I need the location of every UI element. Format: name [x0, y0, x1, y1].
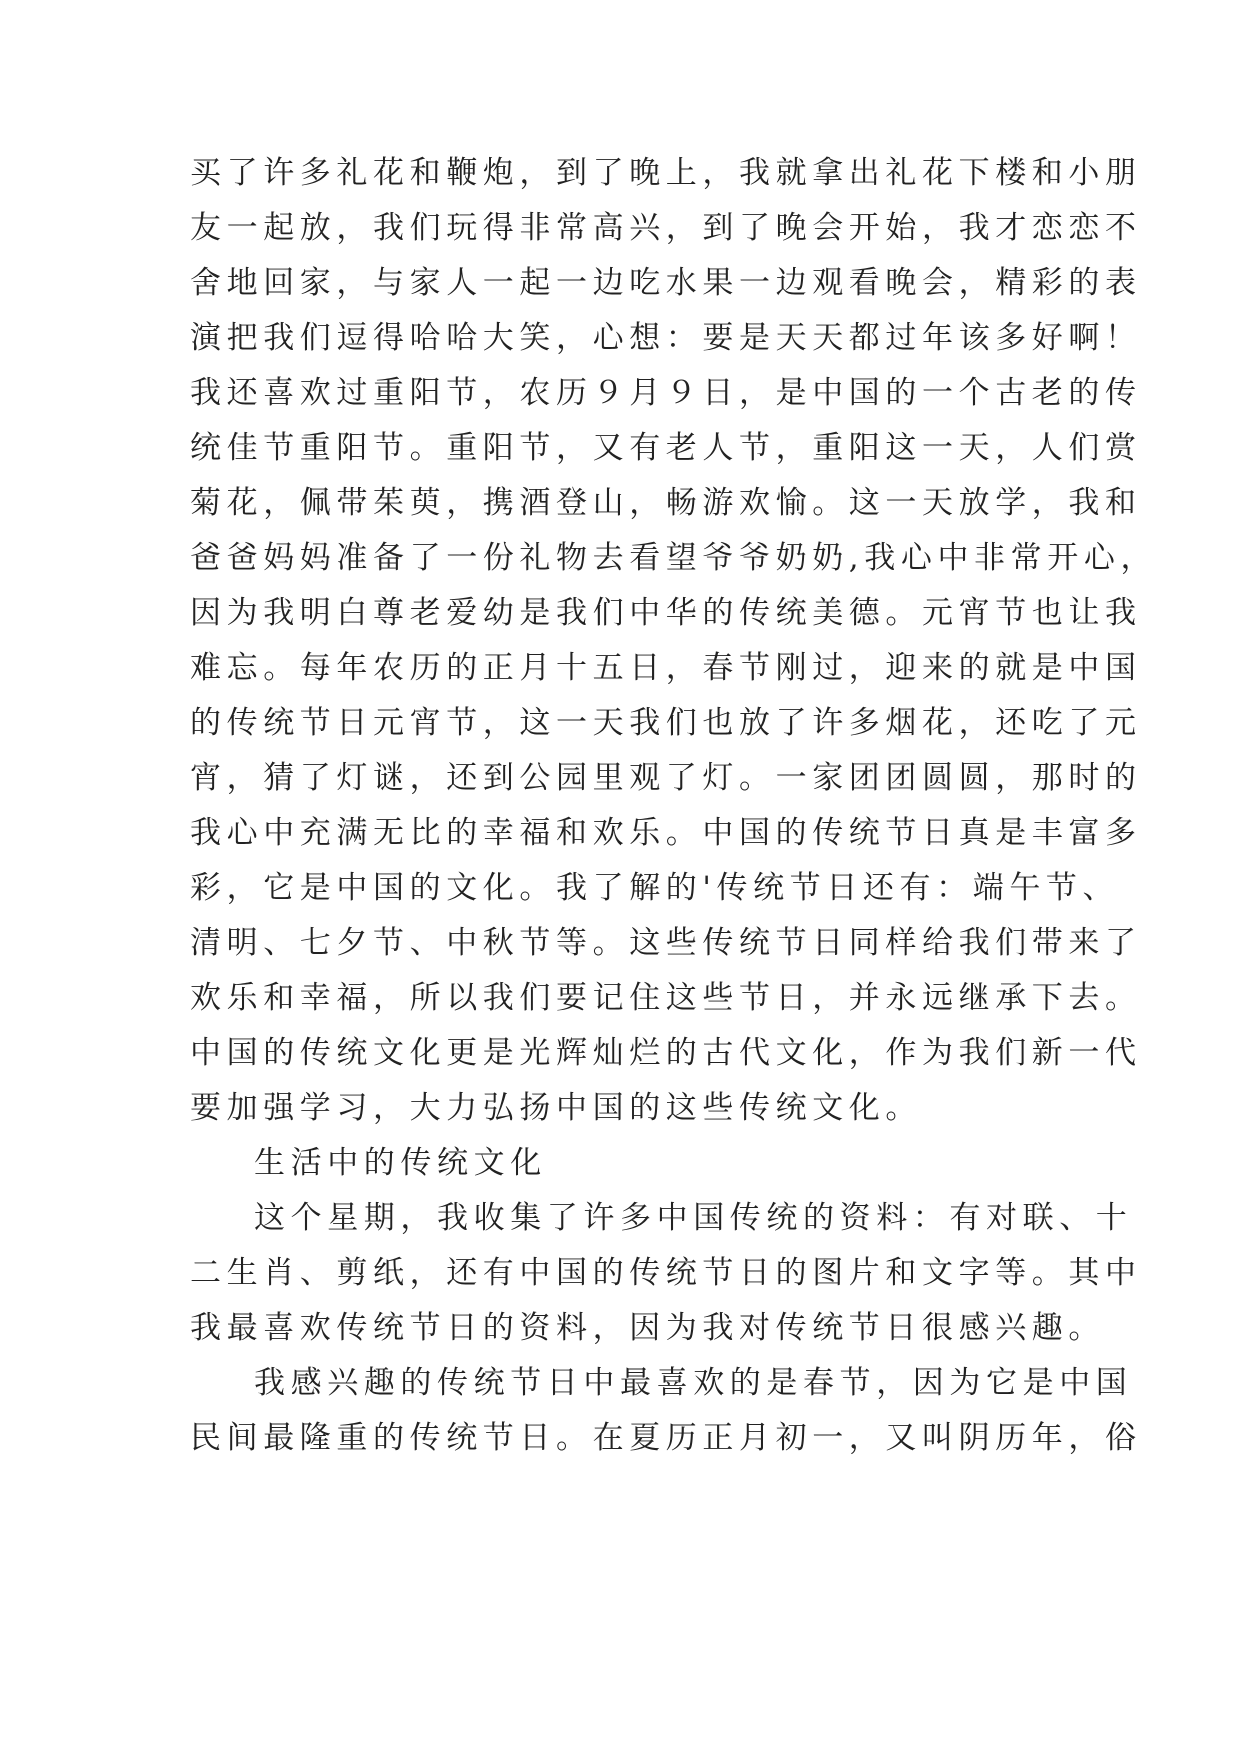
text-line: 爸爸妈妈准备了一份礼物去看望爷爷奶奶,我心中非常开心， [190, 540, 1158, 576]
text-line: 宵，猜了灯谜，还到公园里观了灯。一家团团圆圆，那时的 [190, 760, 1142, 796]
text-line: 统佳节重阳节。重阳节，又有老人节，重阳这一天，人们赏 [190, 430, 1142, 466]
text-line: 的传统节日元宵节，这一天我们也放了许多烟花，还吃了元 [190, 705, 1142, 741]
paragraph-first-line: 这个星期，我收集了许多中国传统的资料：有对联、十 [254, 1200, 1133, 1236]
text-line: 因为我明白尊老爱幼是我们中华的传统美德。元宵节也让我 [190, 595, 1142, 631]
text-line: 民间最隆重的传统节日。在夏历正月初一，又叫阴历年，俗 [190, 1420, 1142, 1456]
paragraph-first-line: 我感兴趣的传统节日中最喜欢的是春节，因为它是中国 [254, 1365, 1133, 1401]
text-line: 演把我们逗得哈哈大笑，心想：要是天天都过年该多好啊！ [190, 320, 1142, 356]
text-line: 舍地回家，与家人一起一边吃水果一边观看晚会，精彩的表 [190, 265, 1142, 301]
text-line: 清明、七夕节、中秋节等。这些传统节日同样给我们带来了 [190, 925, 1142, 961]
text-line: 买了许多礼花和鞭炮，到了晚上，我就拿出礼花下楼和小朋 [190, 155, 1142, 191]
text-line: 要加强学习，大力弘扬中国的这些传统文化。 [190, 1090, 922, 1126]
text-line: 我还喜欢过重阳节，农历９月９日，是中国的一个古老的传 [190, 375, 1142, 411]
text-line: 我心中充满无比的幸福和欢乐。中国的传统节日真是丰富多 [190, 815, 1142, 851]
text-line: 菊花，佩带茱萸，携酒登山，畅游欢愉。这一天放学，我和 [190, 485, 1142, 521]
text-line: 欢乐和幸福，所以我们要记住这些节日，并永远继承下去。 [190, 980, 1142, 1016]
text-line: 二生肖、剪纸，还有中国的传统节日的图片和文字等。其中 [190, 1255, 1142, 1291]
section-heading: 生活中的传统文化 [254, 1145, 547, 1181]
text-line: 彩，它是中国的文化。我了解的'传统节日还有：端午节、 [190, 870, 1120, 906]
text-line: 难忘。每年农历的正月十五日，春节刚过，迎来的就是中国 [190, 650, 1142, 686]
text-line: 中国的传统文化更是光辉灿烂的古代文化，作为我们新一代 [190, 1035, 1142, 1071]
text-line: 友一起放，我们玩得非常高兴，到了晚会开始，我才恋恋不 [190, 210, 1142, 246]
text-line: 我最喜欢传统节日的资料，因为我对传统节日很感兴趣。 [190, 1310, 1105, 1346]
